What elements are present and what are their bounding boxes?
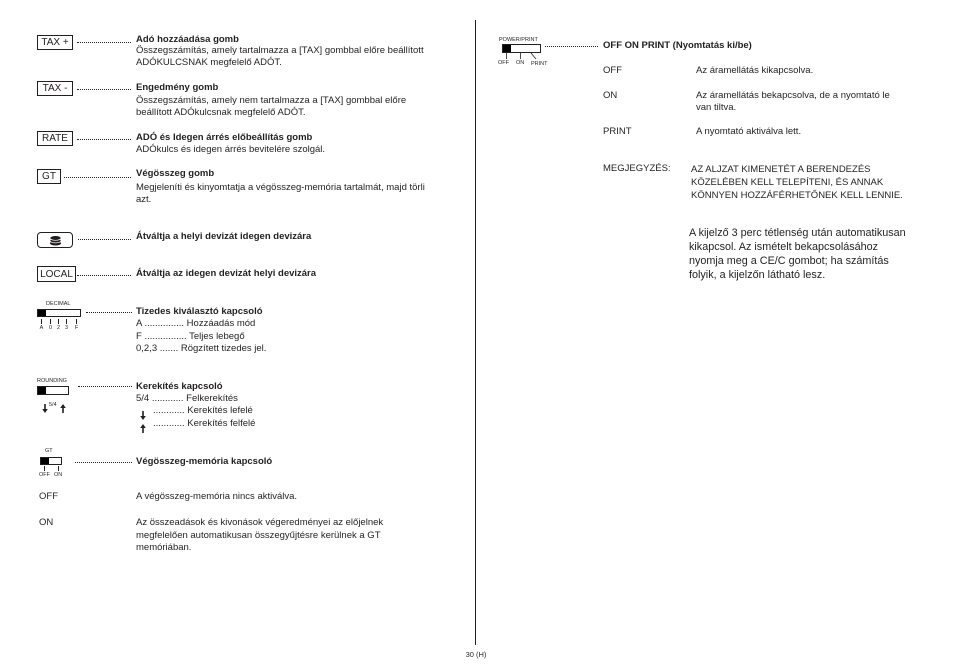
switch-slider [41, 458, 49, 464]
currency-exchange-title: Átváltja a helyi devizát idegen devizára [136, 231, 312, 242]
switch-tick [50, 319, 51, 324]
rounding-switch [37, 386, 69, 395]
description-line: Összegszámítás, amely tartalmazza a [TAX] gombbal előre beállított [136, 45, 424, 56]
key-label: GT [42, 171, 56, 182]
dotted-leader [64, 177, 131, 178]
decimal-switch-title: Tizedes kiválasztó kapcsoló [136, 306, 263, 317]
switch-position-label: ON [516, 60, 525, 66]
state-name: OFF [39, 491, 58, 502]
dotted-leader [75, 462, 132, 463]
tax-plus-description [136, 45, 424, 68]
rounding-switch-label: ROUNDING [37, 378, 67, 384]
gt-switch-label: GT [45, 448, 53, 454]
key-label: TAX + [41, 37, 69, 48]
paragraph-line: kikapcsol. Az ismételt bekapcsolásához [689, 241, 879, 253]
dotted-leader [77, 89, 131, 90]
gt-description [136, 182, 425, 206]
switch-position-label: 3 [64, 325, 69, 331]
description-line: Az összeadások és kivonások végeredményei az előjelnek [136, 517, 384, 528]
description-line: Az áramellátás bekapcsolva, de a nyomtató le [696, 90, 890, 101]
switch-position-label: 0 [48, 325, 53, 331]
gt-title: Végösszeg gomb [136, 168, 215, 179]
switch-tick [58, 319, 59, 324]
state-description [136, 517, 383, 555]
description-line: beállított ADÓkulcsnak megfelelő ADÓT. [136, 107, 306, 118]
rounding-switch-title: Kerekítés kapcsoló [136, 381, 223, 392]
power-switch-title: OFF ON PRINT (Nyomtatás ki/be) [603, 40, 752, 51]
key-label: LOCAL [40, 268, 73, 280]
switch-position-label: F [74, 325, 79, 331]
gt-switch [40, 457, 62, 465]
state-description: A nyomtató aktiválva lett. [696, 126, 802, 137]
gt-switch-title: Végösszeg-memória kapcsoló [136, 456, 273, 467]
state-name: PRINT [603, 126, 632, 137]
decimal-switch-description [136, 318, 266, 356]
description-line: van tiltva. [696, 101, 737, 113]
switch-tick [41, 319, 42, 324]
arrow-up-icon [140, 420, 146, 429]
description-line: F ................ Teljes lebegő [136, 330, 245, 342]
description-line: 5/4 ............ Felkerekítés [136, 393, 238, 404]
description-line: ............ Kerekítés felfelé [153, 418, 256, 429]
switch-slider [503, 45, 511, 52]
switch-position-label: PRINT [531, 61, 548, 67]
arrow-down-icon [42, 400, 48, 409]
state-description: Az áramellátás kikapcsolva. [696, 65, 814, 76]
key-label: TAX - [42, 83, 68, 94]
state-name: ON [603, 90, 618, 101]
tax-minus-key [37, 81, 73, 96]
description-line: ............ Kerekítés lefelé [153, 405, 253, 416]
dotted-leader [77, 42, 131, 43]
description-line: Összegszámítás, amely nem tartalmazza a [TAX] gombbal előre [136, 95, 407, 106]
power-switch-label: POWER/PRINT [499, 37, 538, 43]
auto-off-paragraph [689, 226, 906, 282]
power-print-switch [502, 44, 541, 53]
arrow-up-icon [60, 400, 66, 409]
switch-tick [76, 319, 77, 324]
dotted-leader [86, 312, 132, 313]
note-line: KÖNNYEN HOZZÁFÉRHETŐNEK KELL LENNIE. [691, 190, 903, 201]
arrow-down-icon [140, 407, 146, 416]
page-number: 30 (H) [465, 650, 487, 659]
dotted-leader [545, 46, 598, 47]
decimal-switch-label: DECIMAL [46, 301, 71, 307]
dotted-leader [77, 139, 131, 140]
state-name: OFF [603, 65, 622, 76]
switch-position-label: OFF [39, 472, 50, 478]
dotted-leader [77, 275, 131, 276]
decimal-switch [37, 309, 81, 317]
note-label: MEGJEGYZÉS: [603, 163, 671, 174]
rate-key [37, 131, 73, 146]
paragraph-line: nyomja meg a CE/C gombot; ha számítás [689, 255, 889, 267]
switch-tick [58, 466, 59, 471]
dotted-leader [78, 239, 131, 240]
description-line: memóriában. [136, 542, 192, 553]
switch-position-label: 5/4 [49, 402, 57, 408]
description-line: 0,2,3 ....... Rögzített tizedes jel. [136, 343, 267, 354]
note-line: KÖZELÉBEN KELL TELEPÍTENI, ÉS ANNAK [691, 177, 884, 188]
switch-position-label: OFF [498, 60, 509, 66]
paragraph-line: A kijelző 3 perc tétlenség után automatikusan [689, 227, 906, 239]
description-line: azt. [136, 194, 152, 205]
tax-plus-key [37, 35, 73, 50]
switch-position-label: ON [54, 472, 63, 478]
switch-slider [38, 310, 46, 316]
state-description [696, 90, 890, 113]
currency-exchange-key [37, 232, 73, 248]
switch-tick [44, 466, 45, 471]
note-line: AZ ALJZAT KIMENETÉT A BERENDEZÉS [691, 164, 871, 175]
key-label: RATE [42, 133, 68, 144]
description-line: ADÓKULCSNAK megfelelő ADÓT. [136, 56, 282, 68]
paragraph-line: folyik, a kijelzőn látható lesz. [689, 269, 826, 281]
local-title: Átváltja az idegen devizát helyi devizára [136, 268, 317, 279]
tax-minus-description [136, 95, 406, 119]
description-line: Megjeleníti és kinyomtatja a végösszeg-memória tartalmát, majd törli [136, 182, 425, 193]
rate-title: ADÓ és Idegen árrés előbeállítás gomb [136, 132, 313, 143]
description-line: ADÓkulcs és idegen árrés bevitelére szolgál. [136, 144, 326, 155]
description-line: A ............... Hozzáadás mód [136, 318, 256, 329]
column-divider [475, 20, 476, 645]
description-line: megfelelően automatikusan összegyűjtésre kerülnek a GT [136, 529, 381, 541]
coin-stack-icon [49, 235, 62, 246]
note-text [691, 163, 903, 202]
switch-position-label: A [39, 325, 44, 331]
tax-minus-title: Engedmény gomb [136, 82, 219, 93]
switch-position-label: 2 [56, 325, 61, 331]
local-key [37, 266, 76, 282]
switch-tick [66, 319, 67, 324]
state-description: A végösszeg-memória nincs aktiválva. [136, 491, 298, 502]
rate-description [136, 144, 325, 156]
switch-slider [38, 387, 46, 394]
gt-key [37, 169, 61, 184]
state-name: ON [39, 517, 54, 528]
dotted-leader [78, 386, 132, 387]
tax-plus-title: Adó hozzáadása gomb [136, 34, 239, 45]
